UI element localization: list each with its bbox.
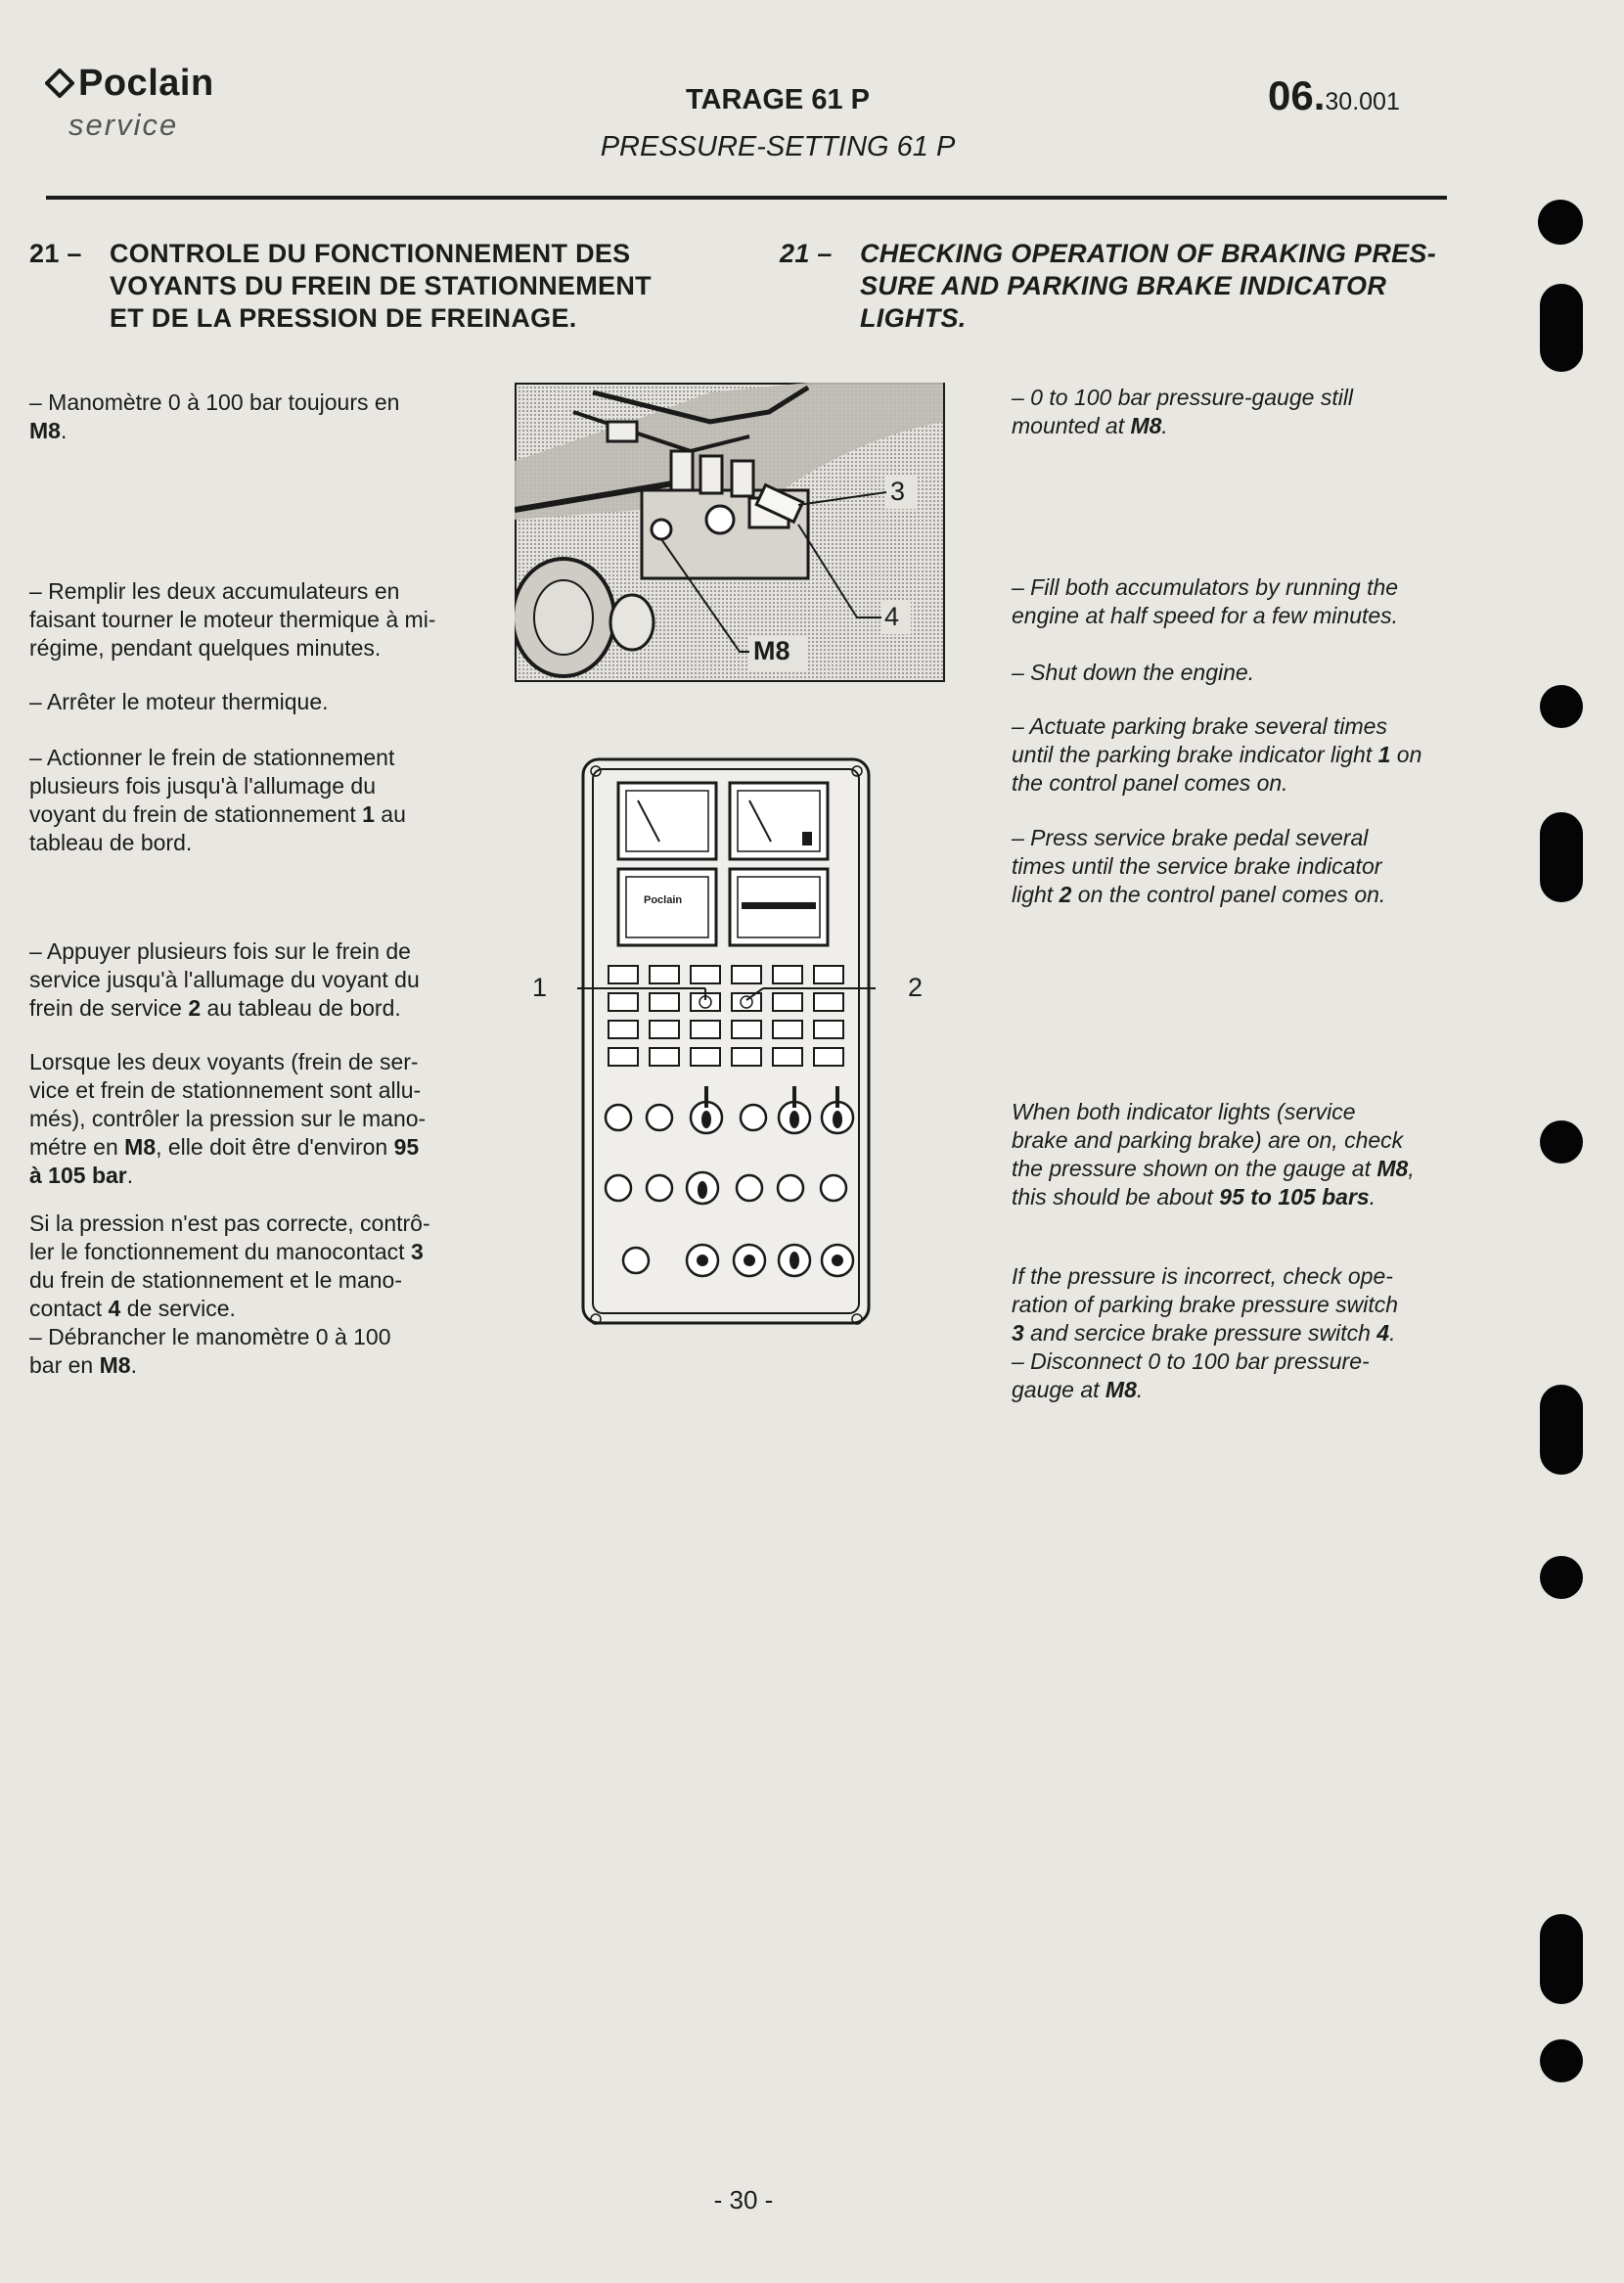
en-paragraph-1 xyxy=(1012,384,1452,440)
en-p1-ref: M8 xyxy=(1130,413,1162,438)
section-title-fr: CONTROLE DU FONCTIONNEMENT DES VOYANTS DU FREIN DE STATIONNEMENT ET DE LA PRESSION DE FREINAGE. xyxy=(110,239,652,333)
fr-p6-ref: M8 xyxy=(124,1134,157,1160)
en-p2-text: – Fill both accumulators by running the engine at half speed for a few minutes. xyxy=(1012,574,1399,628)
binder-hole xyxy=(1538,200,1583,245)
en-p7-end: . xyxy=(1136,1377,1144,1402)
fr-p3-text: – Arrêter le moteur thermique. xyxy=(29,689,329,714)
fr-p5-ref: 2 xyxy=(188,995,202,1021)
en-p5-ref: 2 xyxy=(1059,882,1072,907)
fr-paragraph-4 xyxy=(29,744,460,857)
en-p7-mid: and sercice brake pressure switch xyxy=(1023,1320,1377,1346)
callout-4: 4 xyxy=(884,602,900,631)
en-p3-text: – Shut down the engine. xyxy=(1012,660,1255,685)
binder-hole xyxy=(1540,685,1583,728)
fr-p7-text: Si la pression n'est pas correcte, contrô- ler le fonctionnement du manocontact xyxy=(29,1210,430,1264)
en-paragraph-4 xyxy=(1012,712,1452,798)
control-panel-illustration xyxy=(577,753,876,1331)
fr-paragraph-7 xyxy=(29,1210,460,1380)
brand-name: Poclain xyxy=(78,63,214,104)
en-p1-text: – 0 to 100 bar pressure-gauge still mounted at xyxy=(1012,385,1354,438)
fr-p7-end: . xyxy=(130,1352,137,1378)
fr-p6-value: 95 à 105 bar xyxy=(29,1134,420,1188)
en-p4-text: – Actuate parking brake several times until the parking brake indicator light xyxy=(1012,713,1387,767)
en-p6-mid: , this should be about xyxy=(1012,1156,1415,1210)
panel-logo: Poclain xyxy=(644,894,683,906)
en-p5-end: on the control panel comes on. xyxy=(1071,882,1386,907)
fr-p1-end: . xyxy=(60,418,68,443)
fr-paragraph-1 xyxy=(29,388,460,445)
callout-2: 2 xyxy=(908,973,924,1002)
section-title-en: CHECKING OPERATION OF BRAKING PRES- SURE AND PARKING BRAKE INDICATOR LIGHTS. xyxy=(860,239,1437,333)
fr-p6-mid: , elle doit être d'environ xyxy=(156,1134,394,1160)
en-p7-ref-4: 4 xyxy=(1376,1320,1390,1346)
binder-hole xyxy=(1540,1914,1583,2004)
en-paragraph-2 xyxy=(1012,573,1452,630)
section-heading-fr xyxy=(29,238,695,345)
section-heading-en xyxy=(780,238,1465,345)
fr-p1-ref: M8 xyxy=(29,418,61,443)
en-paragraph-3 xyxy=(1012,659,1452,687)
en-p7-text: If the pressure is incorrect, check ope- ration of parking brake pressure switch xyxy=(1012,1263,1399,1317)
section-number-fr: 21 – xyxy=(29,239,82,268)
control-panel-figure xyxy=(532,753,924,1331)
hydraulic-block-illustration xyxy=(515,383,945,682)
fr-p4-end: au tableau de bord. xyxy=(29,801,406,855)
document-number-main: 06. xyxy=(1268,72,1326,118)
fr-paragraph-2 xyxy=(29,577,460,662)
binder-hole xyxy=(1540,284,1583,372)
en-p4-ref: 1 xyxy=(1377,742,1391,767)
fr-p4-text: – Actionner le frein de stationnement plusieurs fois jusqu'à l'allumage du voyant du frein de stationnement xyxy=(29,745,395,827)
fr-p7-mid2: de service. – Débrancher le manomètre 0 à 100 bar en xyxy=(29,1296,391,1378)
callout-1: 1 xyxy=(532,973,548,1002)
document-number xyxy=(1268,72,1400,119)
en-p4-end: on the control panel comes on. xyxy=(1012,742,1422,796)
fr-paragraph-5 xyxy=(29,937,460,1023)
en-paragraph-5 xyxy=(1012,824,1452,909)
fr-p2-text: – Remplir les deux accumulateurs en faisant tourner le moteur thermique à mi- régime, pendant quelques minutes. xyxy=(29,578,436,661)
header-rule xyxy=(46,196,1447,200)
en-p7-mid2: . – Disconnect 0 to 100 bar pressure- gauge at xyxy=(1012,1320,1396,1402)
section-number-en: 21 – xyxy=(780,239,833,268)
fr-p5-end: au tableau de bord. xyxy=(201,995,401,1021)
fr-p4-ref: 1 xyxy=(362,801,375,827)
binder-hole xyxy=(1540,1120,1583,1164)
fr-paragraph-6 xyxy=(29,1048,460,1190)
en-paragraph-7 xyxy=(1012,1262,1452,1404)
en-p6-value: 95 to 105 bars xyxy=(1219,1184,1370,1210)
fr-p7-ref-m8: M8 xyxy=(99,1352,131,1378)
fr-p5-text: – Appuyer plusieurs fois sur le frein de service jusqu'à l'allumage du voyant du frein de service xyxy=(29,938,420,1021)
en-p6-ref: M8 xyxy=(1376,1156,1409,1181)
binder-hole xyxy=(1540,812,1583,902)
fr-p7-ref-4: 4 xyxy=(108,1296,121,1321)
brand-subtitle: service xyxy=(68,108,179,142)
page-subtitle: PRESSURE-SETTING 61 P xyxy=(600,131,956,162)
document-number-rest: 30.001 xyxy=(1325,88,1400,115)
page-number: - 30 - xyxy=(713,2185,774,2215)
en-p7-ref-3: 3 xyxy=(1012,1320,1024,1346)
en-p1-end: . xyxy=(1161,413,1168,438)
binder-hole xyxy=(1540,1556,1583,1599)
en-p6-end: . xyxy=(1369,1184,1376,1210)
binder-hole xyxy=(1540,1385,1583,1475)
fr-p7-ref-3: 3 xyxy=(410,1239,424,1264)
fr-p1-text: – Manomètre 0 à 100 bar toujours en xyxy=(29,389,400,415)
callout-3: 3 xyxy=(890,477,906,506)
fr-p6-text: Lorsque les deux voyants (frein de ser- vice et frein de stationnement sont allu- més), contrôler la pression sur le mano- métre en xyxy=(29,1049,427,1160)
hydraulic-block-photo xyxy=(515,383,945,682)
page-title: TARAGE 61 P xyxy=(685,84,870,115)
fr-paragraph-3 xyxy=(29,688,460,716)
header xyxy=(0,0,1624,205)
fr-p7-mid: du frein de stationnement et le mano- contact xyxy=(29,1267,403,1321)
en-paragraph-6 xyxy=(1012,1098,1452,1211)
fr-p6-end: . xyxy=(126,1163,134,1188)
binder-hole xyxy=(1540,2039,1583,2082)
en-p6-text: When both indicator lights (service brake and parking brake) are on, check the pressure shown on the gauge at xyxy=(1012,1099,1404,1181)
en-p5-text: – Press service brake pedal several times until the service brake indicator light xyxy=(1012,825,1382,907)
en-p7-ref-m8: M8 xyxy=(1105,1377,1137,1402)
poclain-diamond-icon xyxy=(45,68,74,98)
callout-m8: M8 xyxy=(753,636,790,665)
